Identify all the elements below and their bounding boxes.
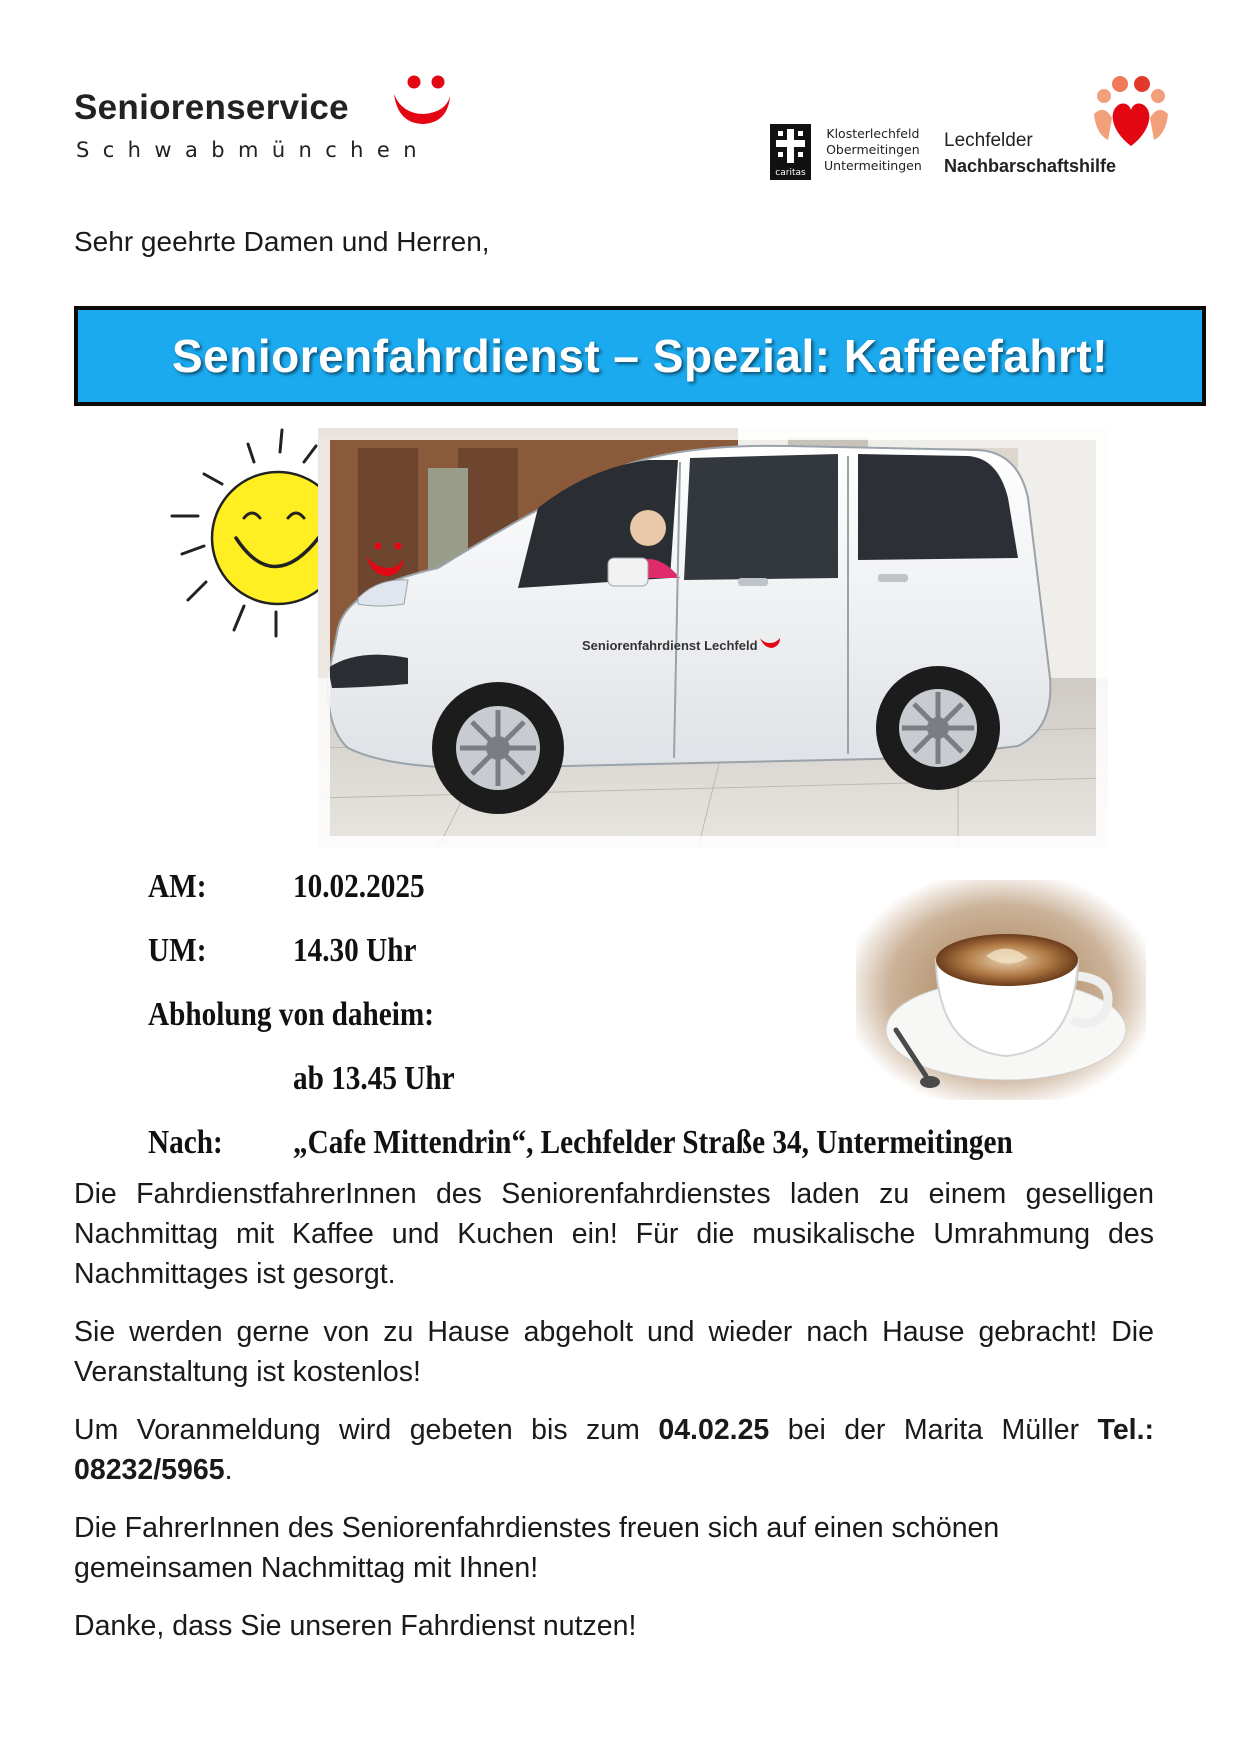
caritas-parishes: [824, 126, 922, 174]
registration-text-3: .: [224, 1454, 233, 1486]
nachbarschaftshilfe-title-2: Nachbarschaftshilfe: [944, 156, 1117, 176]
pickup-label: Abholung von daheim:: [148, 996, 434, 1033]
registration-deadline: 04.02.25: [658, 1414, 770, 1446]
salutation: Sehr geehrte Damen und Herren,: [74, 226, 490, 257]
date-value: 10.02.2025: [293, 868, 425, 905]
banner-title: Seniorenfahrdienst – Spezial: Kaffeefahrt!: [171, 330, 1109, 382]
date-label: AM:: [148, 868, 207, 905]
paragraph-registration: [74, 1410, 1154, 1490]
smile-logo-icon: [388, 72, 454, 130]
registration-text-2: bei der Marita Müller: [769, 1414, 1098, 1446]
coffee-cup-photo: [856, 880, 1146, 1100]
caritas-box-text: caritas: [775, 168, 806, 178]
brand-name: Seniorenservice: [74, 88, 349, 127]
caritas-logo: [770, 124, 811, 180]
nachbarschaftshilfe-figures-icon: [1090, 74, 1172, 148]
seniorenservice-logo: [74, 72, 494, 172]
title-banner: [74, 306, 1206, 406]
pickup-value: ab 13.45 Uhr: [293, 1060, 455, 1097]
nachbarschaftshilfe-title-1: Lechfelder: [944, 130, 1033, 151]
parish-2: Obermeitingen: [826, 142, 920, 157]
destination-value: „Cafe Mittendrin“, Lechfelder Straße 34, Untermeitingen: [293, 1124, 1013, 1161]
title-banner-inner: [78, 310, 1202, 402]
registration-text-1: Um Voranmeldung wird gebeten bis zum: [74, 1414, 659, 1446]
registration-phone: Tel.: 08232/5965: [74, 1414, 1155, 1486]
caritas-cross-icon: [770, 124, 811, 180]
car-door-lettering: Seniorenfahrdienst Lechfeld: [582, 638, 758, 653]
body-text: [74, 1174, 1154, 1664]
paragraph-thanks: Danke, dass Sie unseren Fahrdienst nutzen!: [74, 1610, 637, 1642]
parish-3: Untermeitingen: [824, 158, 922, 173]
paragraph-drivers: Die FahrerInnen des Seniorenfahrdienstes freuen sich auf einen schönen gemeinsamen Nachmittag mit Ihnen!: [74, 1512, 1000, 1584]
brand-city: Schwabmünchen: [76, 138, 430, 162]
paragraph-pickup: Sie werden gerne von zu Hause abgeholt und wieder nach Hause gebracht! Die Veranstaltung ist kostenlos!: [74, 1316, 1154, 1388]
paragraph-invitation: Die FahrdienstfahrerInnen des Seniorenfahrdienstes laden zu einem geselligen Nachmittag mit Kaffee und Kuchen ein! Für die musikalische Umrahmung des Nachmittages ist gesorgt.: [74, 1178, 1154, 1290]
destination-label: Nach:: [148, 1124, 223, 1161]
time-label: UM:: [148, 932, 207, 969]
time-value: 14.30 Uhr: [293, 932, 417, 969]
parish-1: Klosterlechfeld: [826, 126, 920, 141]
car-photo: [318, 428, 1108, 848]
